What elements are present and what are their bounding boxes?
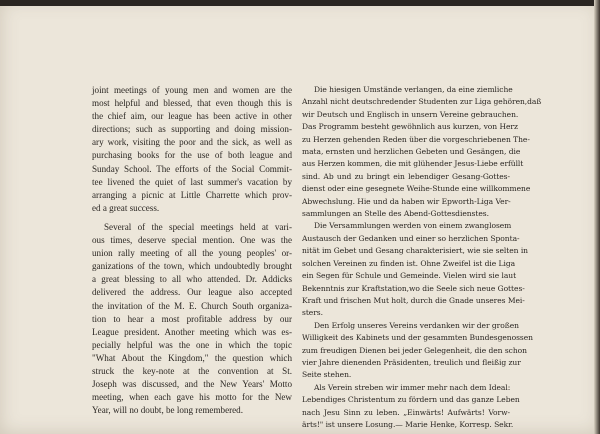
german-column [302, 84, 542, 431]
text-line: ganizations of the town, which undoubtedly brought [92, 261, 292, 272]
text-line: Bekenntnis zur Kraftstation,wo die Seele sich neue Gottes- [302, 283, 525, 293]
absatz-erfolg [302, 320, 533, 382]
paragraph-special-meetings [92, 221, 292, 417]
text-line: directions; such as supporting and doing mission- [92, 124, 292, 135]
text-line: tee livened the quiet of last summer's vacation by [92, 176, 292, 187]
text-line: arranging a picnic at Little Charrette which prov- [92, 189, 292, 200]
text-line: Als Verein streben wir immer mehr nach dem Ideal: [314, 382, 511, 392]
absatz-programm [302, 84, 542, 220]
text-line: sind. Ab und zu bringt ein lebendiger Gesang-Gottes- [302, 171, 510, 181]
page-top-edge [0, 0, 600, 6]
text-line: zum freudigen Dienen bei jeder Gelegenheit, die den schon [302, 345, 527, 355]
text-line: Kraft und frischen Mut holt, durch die Gnade unseres Mei- [302, 295, 525, 305]
text-line: ed a great success. [92, 202, 160, 213]
text-line: the chief aim, our league has been active in other [92, 111, 292, 122]
text-line: League president. Another meeting which was es- [92, 326, 292, 337]
text-line: Several of the special meetings held at vari- [104, 221, 292, 232]
text-line: Das Programm besteht gewöhnlich aus kurzen, von Herz [302, 122, 518, 132]
text-line: aus Herzen kommen, die mit glühender Jesus-Liebe erfüllt [302, 159, 524, 169]
text-line: Den Erfolg unseres Vereins verdanken wir der großen [314, 320, 519, 330]
text-line: ary work, visiting the poor and the sick, as well as [92, 137, 292, 148]
text-line: mata, ernsten und herzlichen Gebeten und Gesängen, die [302, 147, 521, 157]
text-line: Seite stehen. [302, 370, 352, 380]
text-line: ärts!" ist unsere Losung.— Marie Henke, Korresp. Sekr. [302, 419, 514, 429]
text-line: Austausch der Gedanken und einer so herzlichen Sponta- [302, 233, 520, 243]
text-line: most helpful and blessed, that even though this is [92, 98, 292, 109]
text-line: Anzahl nicht deutschredender Studenten zur Liga gehören,daß [302, 97, 542, 107]
text-line: sters. [302, 308, 323, 318]
text-line: ous times, deserve special mention. One was the [92, 235, 292, 246]
absatz-ideal [302, 382, 520, 432]
text-line: wir Deutsch und Englisch in unsern Vereine gebrauchen. [302, 109, 519, 119]
text-line: meeting, when each gave his motto for the New [92, 392, 292, 403]
text-line: solchen Vereinen zu finden ist. Ohne Zweifel ist die Liga [302, 258, 516, 268]
text-line: ein Segen für Schule und Gemeinde. Vielen wird sie laut [302, 271, 517, 281]
text-line: delivered the address. Our league also accepted [92, 287, 292, 298]
text-line: sammlungen an Stelle des Abend-Gottesdienstes. [302, 209, 489, 219]
text-line: Abwechslung. Hie und da haben wir Epworth-Liga Ver- [302, 196, 511, 206]
text-line: struck the key-note at the convention at St. [92, 365, 292, 376]
text-line: the invitation of the M. E. Church South organiza- [92, 300, 292, 311]
text-line: nach Jesu Sinn zu leben. „Einwärts! Aufwärts! Vorw- [302, 407, 510, 417]
text-line: a great blessing to all who attended. Dr. Addicks [92, 274, 292, 285]
text-line: dienst oder eine gesegnete Weihe-Stunde eine willkommene [302, 184, 531, 194]
text-line: purchasing books for the use of both league and [92, 150, 292, 161]
text-line: Die Versammlungen werden von einem zwanglosem [314, 221, 512, 231]
text-line: vier Jahre dienenden Präsidenten, treulich und fleißig zur [302, 357, 521, 367]
text-line: Joseph was discussed, and the New Years' Motto [92, 379, 292, 390]
english-column [92, 84, 292, 417]
text-line: zu Herzen gehenden Reden über die vorgeschriebenen The- [302, 134, 530, 144]
text-line: "What About the Kingdom," the question which [92, 352, 292, 363]
page-right-edge [594, 0, 600, 434]
text-line: union rally meeting of all the young peoples' or- [92, 248, 292, 259]
text-line: pecially helpful was the one in which the topic [92, 339, 292, 350]
text-line: tion to hear a most profitable address by our [92, 313, 292, 324]
text-line: joint meetings of young men and women are the [92, 85, 292, 95]
text-line: Die hiesigen Umstände verlangen, da eine ziemliche [314, 85, 513, 94]
text-line: Sunday School. The efforts of the Social Commit- [92, 163, 292, 174]
text-line: Willigkeit des Kabinets und der gesammten Bundesgenossen [302, 333, 533, 343]
text-line: nität im Gebet und Gesang charakterisiert, wie sie selten in [302, 246, 528, 256]
text-line: Year, will no doubt, be long remembered. [92, 405, 244, 416]
paragraph-league-activities [92, 84, 292, 215]
absatz-versammlungen [302, 220, 528, 319]
text-line: Lebendiges Christentum zu fördern und das ganze Leben [302, 395, 520, 405]
